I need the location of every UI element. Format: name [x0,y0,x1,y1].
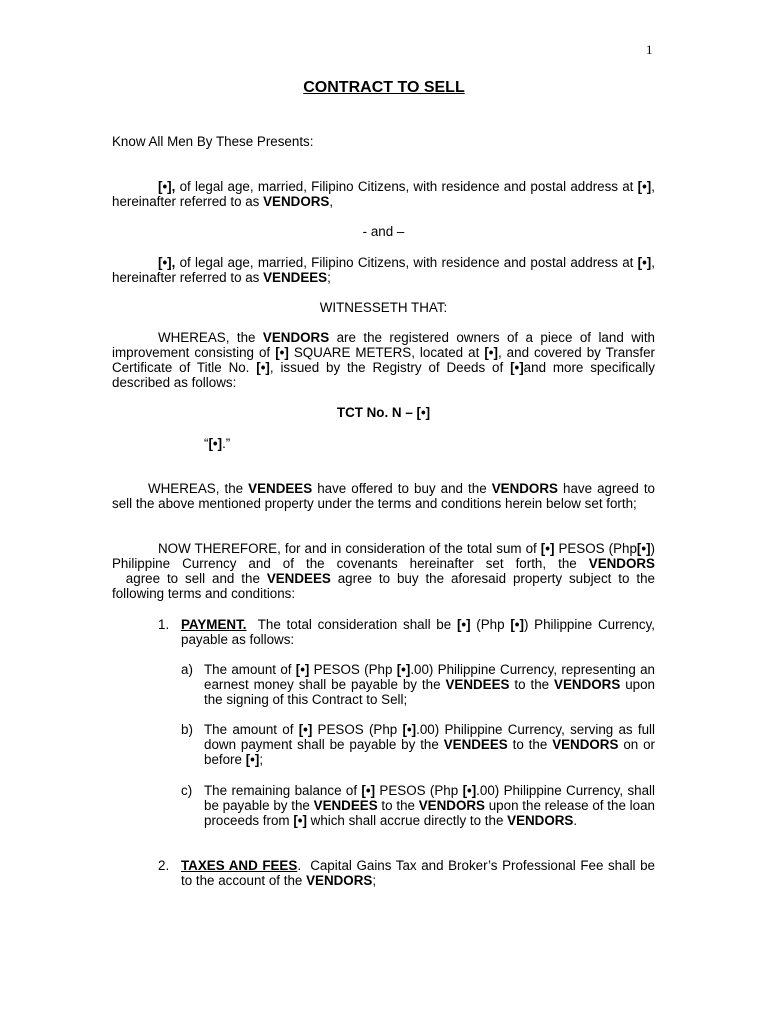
paragraph-text: .00) Philippine Currency, representing an earnest money shall be payable by the [204,662,655,692]
whereas-paragraph-1 [112,330,655,390]
paragraph-text: ) Philippine Currency and of the covenants hereinafter set forth, the [112,541,655,571]
party-role-vendees: VENDEES [443,737,508,752]
party-role-vendees: VENDEES [248,481,313,496]
blank-field: [•] [540,541,555,556]
paragraph-text: ; [372,873,377,888]
clause-2-number: 2. [158,858,170,873]
paragraph-text: upon the signing of this Contract to Sell; [204,677,655,707]
party-role-vendees: VENDEES [263,270,328,285]
party-role-vendees: VENDEES [266,571,331,586]
blank-field: [•], [158,179,176,194]
clause-1-payment [181,617,655,647]
party-role-vendors: VENDORS [491,481,558,496]
paragraph-text: The amount of [204,662,296,677]
now-therefore-paragraph [112,541,655,601]
paragraph-text: upon the release of the loan proceeds from [204,798,655,828]
property-description-quote [204,436,230,451]
paragraph-text: , and covered by Transfer Certificate of Title No. [112,345,655,375]
tct-number: TCT No. N – [•] [336,405,431,420]
paragraph-text: agree to buy the aforesaid property subject to the following terms and conditions: [112,571,655,601]
sub-clause-c-label: c) [181,783,193,798]
blank-field: [•] [295,662,310,677]
paragraph-text: . [573,813,578,828]
clause-2-taxes-and-fees [181,858,659,888]
paragraph-text: have agreed to sell the above mentioned property under the terms and conditions herein below set forth; [112,481,656,511]
quote-mark: .” [222,436,231,451]
paragraph-text: The amount of [204,722,299,737]
paragraph-text: on or before [204,737,656,767]
sub-clause-a-label: a) [181,662,193,677]
sub-clause-c [204,783,655,828]
paragraph-text: PESOS (Php [375,783,463,798]
blank-field: [•] [510,617,524,632]
paragraph-text: which shall accrue directly to the [306,813,508,828]
blank-field: [•] [484,345,498,360]
and-separator: - and – [362,224,405,239]
paragraph-text: of legal age, married, Filipino Citizens, with residence and postal address at [175,255,638,270]
paragraph-text: , hereinafter referred to as [112,255,655,285]
paragraph-text: ) Philippine Currency, payable as follows: [181,617,656,647]
paragraph-text: The total consideration shall be [246,617,457,632]
party-role-vendees: VENDEES [313,798,378,813]
paragraph-text: agree to sell and the [112,571,267,586]
intro-line: Know All Men By These Presents: [112,134,314,149]
blank-field: [•] [275,345,289,360]
blank-field: [•] [637,255,652,270]
paragraph-text: are the registered owners of a piece of land with improvement consisting of [112,330,656,360]
paragraph-text: SQUARE METERS, located at [288,345,485,360]
paragraph-text: WHEREAS, the [158,330,263,345]
page-number: 1 [646,42,653,57]
sub-clause-b [204,722,655,767]
party-role-vendors: VENDORS [507,813,574,828]
paragraph-text: to the [509,677,555,692]
paragraph-text: , hereinafter referred to as [112,179,655,209]
vendees-party-paragraph [112,255,655,285]
blank-field: [•] [256,360,270,375]
document-title: CONTRACT TO SELL [303,79,465,96]
party-role-vendors: VENDORS [263,194,330,209]
blank-field: [•] [402,722,417,737]
party-role-vendees: VENDEES [445,677,510,692]
blank-field: [•] [361,783,376,798]
paragraph-text: of legal age, married, Filipino Citizens, with residence and postal address at [175,179,638,194]
paragraph-text: NOW THEREFORE, for and in consideration of the total sum of [158,541,541,556]
paragraph-text: .00) Philippine Currency, serving as full down payment shall be payable by the [204,722,656,752]
quote-mark: “ [204,436,209,451]
paragraph-text: .00) Philippine Currency, shall be payable by the [204,783,655,813]
vendors-party-paragraph [112,179,655,209]
clause-heading: TAXES AND FEES [181,858,298,873]
paragraph-text: and more specifically described as follows: [112,360,655,390]
paragraph-text: WHEREAS, the [148,481,249,496]
blank-field: [•] [245,752,260,767]
party-role-vendors: VENDORS [418,798,485,813]
witnesseth-heading: WITNESSETH THAT: [319,300,448,315]
paragraph-text: PESOS (Php [554,541,637,556]
blank-field: [•] [636,541,651,556]
party-role-vendors: VENDORS [262,330,330,345]
blank-field: [•] [298,722,313,737]
paragraph-text: have offered to buy and the [312,481,492,496]
sub-clause-b-label: b) [181,722,193,737]
paragraph-text: The remaining balance of [204,783,362,798]
blank-field: [•] [396,662,411,677]
paragraph-text: . Capital Gains Tax and Broker’s Professional Fee shall be to the account of the [181,858,659,888]
paragraph-text: to the [507,737,553,752]
blank-field: [•], [158,255,176,270]
blank-field: [•] [456,617,471,632]
clause-heading: PAYMENT. [181,617,247,632]
blank-field: [•] [462,783,477,798]
paragraph-text: to the [377,798,419,813]
blank-field: [•] [637,179,652,194]
whereas-paragraph-2 [112,481,655,511]
paragraph-text: PESOS (Php [309,662,397,677]
party-role-vendors: VENDORS [554,677,621,692]
paragraph-text: , issued by the Registry of Deeds of [269,360,511,375]
paragraph-text: (Php [470,617,511,632]
clause-1-number: 1. [158,617,170,632]
party-role-vendors: VENDORS [306,873,373,888]
blank-field: [•] [208,436,223,451]
paragraph-text: ; [327,270,331,285]
paragraph-text: , [329,194,334,209]
paragraph-text: PESOS (Php [312,722,403,737]
paragraph-text: ; [259,752,264,767]
sub-clause-a [204,662,655,707]
party-role-vendors: VENDORS [552,737,619,752]
blank-field: [•] [293,813,307,828]
party-role-vendors: VENDORS [588,556,655,571]
blank-field: [•] [510,360,524,375]
